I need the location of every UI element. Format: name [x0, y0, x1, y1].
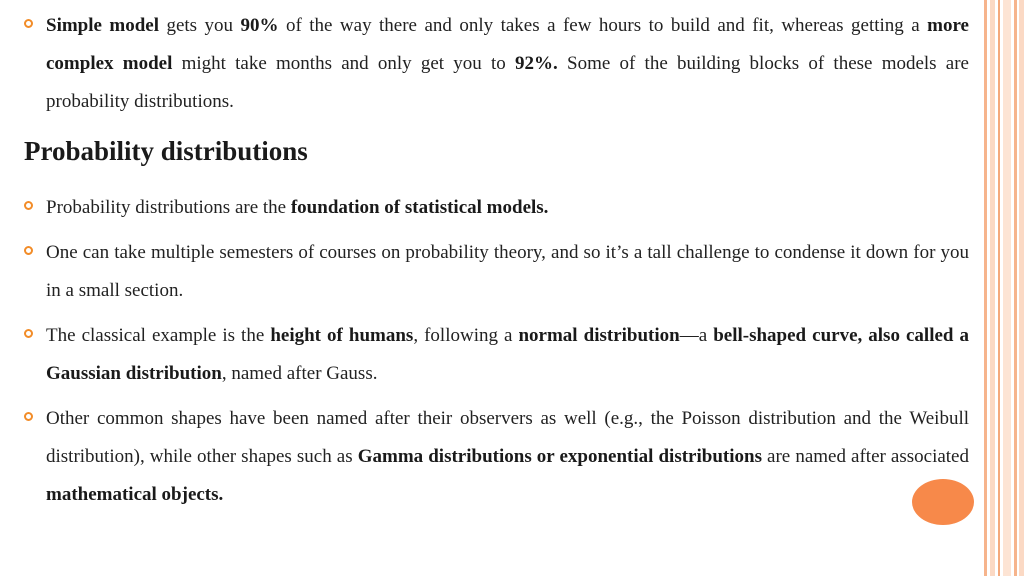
bold-text: 92%. [515, 53, 558, 74]
bold-text: bell-shaped curve, also called a Gaussian distribution [46, 325, 970, 384]
bullet-text [46, 189, 969, 227]
section-heading: Probability distributions [24, 136, 308, 166]
text-run: are named after associated [761, 446, 969, 467]
text-run: The classical example is the [46, 325, 271, 346]
text-run: One can take multiple semesters of courses on probability theory, and so it’s a tall challenge to condense it down for you in a small section. [46, 242, 969, 301]
text-run: of the way there and only takes a few hours to build and fit, whereas getting a [278, 15, 928, 36]
bullet-text [46, 234, 969, 310]
bullet-icon [24, 329, 33, 338]
bullet-height-of-humans [24, 317, 969, 393]
bullet-other-shapes [24, 400, 969, 514]
bold-text: Gamma distributions or exponential distributions [357, 446, 762, 467]
text-run: might take months and only get you to [172, 53, 516, 74]
bold-text: Simple model [46, 15, 160, 36]
decorative-stripes [984, 0, 1024, 576]
bullet-simple-model [24, 7, 969, 121]
text-run: , following a [413, 325, 519, 346]
stripe [1003, 0, 1011, 576]
bullet-icon [24, 246, 33, 255]
decorative-circle [912, 479, 974, 525]
bullet-text [46, 7, 969, 121]
stripe [998, 0, 1000, 576]
text-run: gets you [159, 15, 241, 36]
bold-text: more complex model [46, 15, 969, 74]
bold-text: mathematical objects. [46, 484, 224, 505]
stripe [990, 0, 995, 576]
stripe [984, 0, 987, 576]
bullet-icon [24, 19, 33, 28]
bold-text: foundation of statistical models. [290, 197, 549, 218]
bold-text: height of humans [270, 325, 414, 346]
bullet-icon [24, 412, 33, 421]
text-run: —a [679, 325, 714, 346]
bullet-text [46, 317, 969, 393]
bullet-semesters [24, 234, 969, 310]
bullet-icon [24, 201, 33, 210]
bold-text: 90% [240, 15, 279, 36]
bullet-text [46, 400, 969, 514]
bold-text: normal distribution [518, 325, 680, 346]
bullet-foundation [24, 189, 969, 227]
stripe [1019, 0, 1024, 576]
text-run: Some of the building blocks of these models are probability distributions. [46, 53, 969, 112]
stripe [1014, 0, 1017, 576]
text-run: Other common shapes have been named after their observers as well (e.g., the Poisson distribution and the Weibull distribution), while other shapes such as [46, 408, 969, 467]
text-run: Probability distributions are the [46, 197, 291, 218]
text-run: , named after Gauss. [221, 363, 378, 384]
